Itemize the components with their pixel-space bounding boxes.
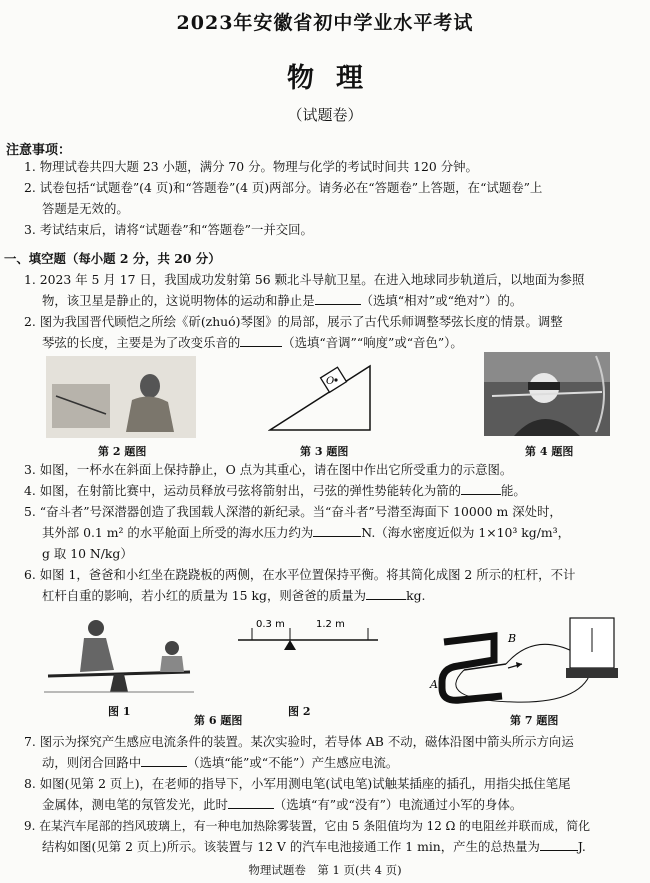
- q5-line-1: 5. “奋斗者”号深潜器创造了我国载人深潜的新纪录。当“奋斗者”号潜至海面下 10000 m 深处时，: [24, 504, 562, 519]
- q4-archer-photo: [484, 352, 610, 436]
- q3-incline-figure: [268, 360, 372, 434]
- q3-line: 3. 如图，一杯水在斜面上保持静止，O 点为其重心，请在图中作出它所受重力的示意图。: [24, 462, 513, 477]
- q5-line-3: g 取 10 N/kg）: [42, 546, 133, 561]
- q2-painting-figure: [46, 356, 196, 438]
- q7-line-2: [42, 753, 398, 773]
- subject-title: 物理: [287, 63, 385, 94]
- exam-title: 2023年安徽省初中学业水平考试: [176, 12, 474, 34]
- q4-text-b: 能。: [501, 483, 526, 498]
- q4-text-a: 4. 如图，在射箭比赛中，运动员释放弓弦将箭射出，弓弦的弹性势能转化为箭的: [24, 483, 462, 498]
- galvanometer-base: [566, 668, 618, 678]
- q6-line-2: [42, 586, 425, 606]
- q9-text-b: J.: [577, 839, 586, 854]
- q2-text-a: 琴弦的长度，主要是为了改变乐音的: [42, 335, 241, 350]
- q5-text-a: 其外部 0.1 m² 的水平舱面上所受的海水压力约为: [42, 525, 314, 540]
- notice-item-3: 3. 考试结束后，请将“试题卷”和“答题卷”一并交回。: [24, 222, 313, 237]
- painting-figure-body: [126, 396, 174, 432]
- q9-line-1: 9. 在某汽车尾部的挡风玻璃上，有一种电加热除雾装置，它由 5 条阻值均为 12 Ω 的电阻丝并联而成，简化: [24, 819, 590, 833]
- girl-body: [160, 656, 184, 672]
- arrow-head: [516, 662, 522, 668]
- q8-line-1: 8. 如图(见第 2 页上)，在老师的指导下，小军用测电笔(试电笔)试触某插座的插孔，用指尖抵住笔尾: [24, 776, 571, 791]
- caption-q4: 第 4 题图: [525, 445, 574, 458]
- painting-figure-head: [140, 374, 160, 398]
- lever-left-distance: 0.3 m: [256, 619, 285, 630]
- q7-text-a: 动，则闭合回路中: [42, 755, 142, 770]
- q2-line-1: 2. 图为我国晋代顾恺之所绘《斫(zhuó)琴图》的局部，展示了古代乐师调整琴弦长度的情景。调整: [24, 314, 563, 329]
- section-heading: 一、填空题（每小题 2 分，共 20 分）: [4, 251, 221, 266]
- q9-line-2: [42, 837, 586, 857]
- q7-answer-blank: [141, 754, 187, 767]
- q6-text-b: kg.: [406, 588, 426, 603]
- notice-item-2-cont: 答题是无效的。: [42, 201, 129, 216]
- notice-item-1: 1. 物理试卷共四大题 23 小题，满分 70 分。物理与化学的考试时间共 120 分钟。: [24, 159, 478, 174]
- archer-visor: [528, 382, 560, 390]
- q1-text-b: （选填“相对”或“绝对”）的。: [360, 293, 523, 308]
- point-o-label: O: [326, 376, 335, 387]
- q5-answer-blank: [313, 524, 361, 537]
- q9-answer-blank: [540, 838, 578, 851]
- q8-text-a: 金属体，测电笔的氖管发光，此时: [42, 797, 228, 812]
- q7-line-1: 7. 图示为探究产生感应电流条件的装置。某次实验时，若导体 AB 不动，磁体沿图中箭头所示方向运: [24, 734, 574, 749]
- girl-head: [165, 641, 179, 655]
- lever-fulcrum: [284, 640, 296, 650]
- q1-line-1: 1. 2023 年 5 月 17 日，我国成功发射第 56 颗北斗导航卫星。在进入地球同步轨道后，以地面为参照: [24, 272, 585, 287]
- notice-item-2: 2. 试卷包括“试题卷”(4 页)和“答题卷”(4 页)两部分。请务必在“答题卷”上答题，在“试题卷”上: [24, 180, 543, 195]
- q8-answer-blank: [228, 796, 274, 809]
- q5-line-2: [42, 523, 570, 543]
- q2-answer-blank: [240, 334, 282, 347]
- painting-table: [52, 384, 110, 428]
- point-a-label: A: [430, 678, 438, 691]
- caption-q3: 第 3 题图: [300, 445, 349, 458]
- q4-line: [24, 481, 526, 501]
- q6-text-a: 杠杆自重的影响，若小红的质量为 15 kg，则爸爸的质量为: [42, 588, 367, 603]
- point-b-label: B: [508, 632, 517, 645]
- caption-q7: 第 7 题图: [510, 714, 559, 727]
- center-of-gravity-point: [334, 378, 337, 381]
- q6-lever-diagram: [234, 618, 382, 662]
- caption-fig2: 图 2: [288, 705, 311, 718]
- q5-text-b: N.（海水密度近似为 1×10³ kg/m³，: [361, 525, 570, 540]
- notice-heading: 注意事项：: [6, 143, 72, 158]
- caption-q6: 第 6 题图: [194, 714, 243, 727]
- incline-triangle: [270, 366, 370, 430]
- circuit-wire-b: [506, 644, 574, 664]
- q6-line-1: 6. 如图 1，爸爸和小红坐在跷跷板的两侧，在水平位置保持平衡。将其简化成图 2 所示的杠杆，不计: [24, 567, 576, 582]
- q7-text-b: （选填“能”或“不能”）产生感应电流。: [187, 755, 399, 770]
- caption-q2: 第 2 题图: [98, 445, 147, 458]
- page-footer: 物理试题卷 第 1 页(共 4 页): [248, 863, 402, 877]
- seesaw-pivot: [110, 674, 128, 692]
- q6-answer-blank: [366, 587, 406, 600]
- q1-answer-blank: [315, 292, 361, 305]
- q4-answer-blank: [461, 482, 501, 495]
- q7-induction-figure: [424, 612, 620, 706]
- q8-text-b: （选填“有”或“没有”）电流通过小军的身体。: [273, 797, 523, 812]
- father-body: [80, 638, 114, 672]
- lever-right-distance: 1.2 m: [316, 619, 345, 630]
- paper-type: （试题卷）: [287, 106, 363, 124]
- q2-text-b: （选填“音调”“响度”或“音色”）。: [282, 335, 463, 350]
- q1-text-a: 物，该卫星是静止的，这说明物体的运动和静止是: [42, 293, 315, 308]
- q1-line-2: [42, 291, 522, 311]
- q2-line-2: [42, 333, 463, 353]
- q6-seesaw-figure: [44, 614, 194, 696]
- father-head: [88, 620, 104, 636]
- q9-text-a: 结构如图(见第 2 页上)所示。该装置与 12 V 的汽车电池接通工作 1 min，产生的总热量为: [42, 839, 540, 854]
- caption-fig1: 图 1: [108, 705, 131, 718]
- q8-line-2: [42, 795, 522, 815]
